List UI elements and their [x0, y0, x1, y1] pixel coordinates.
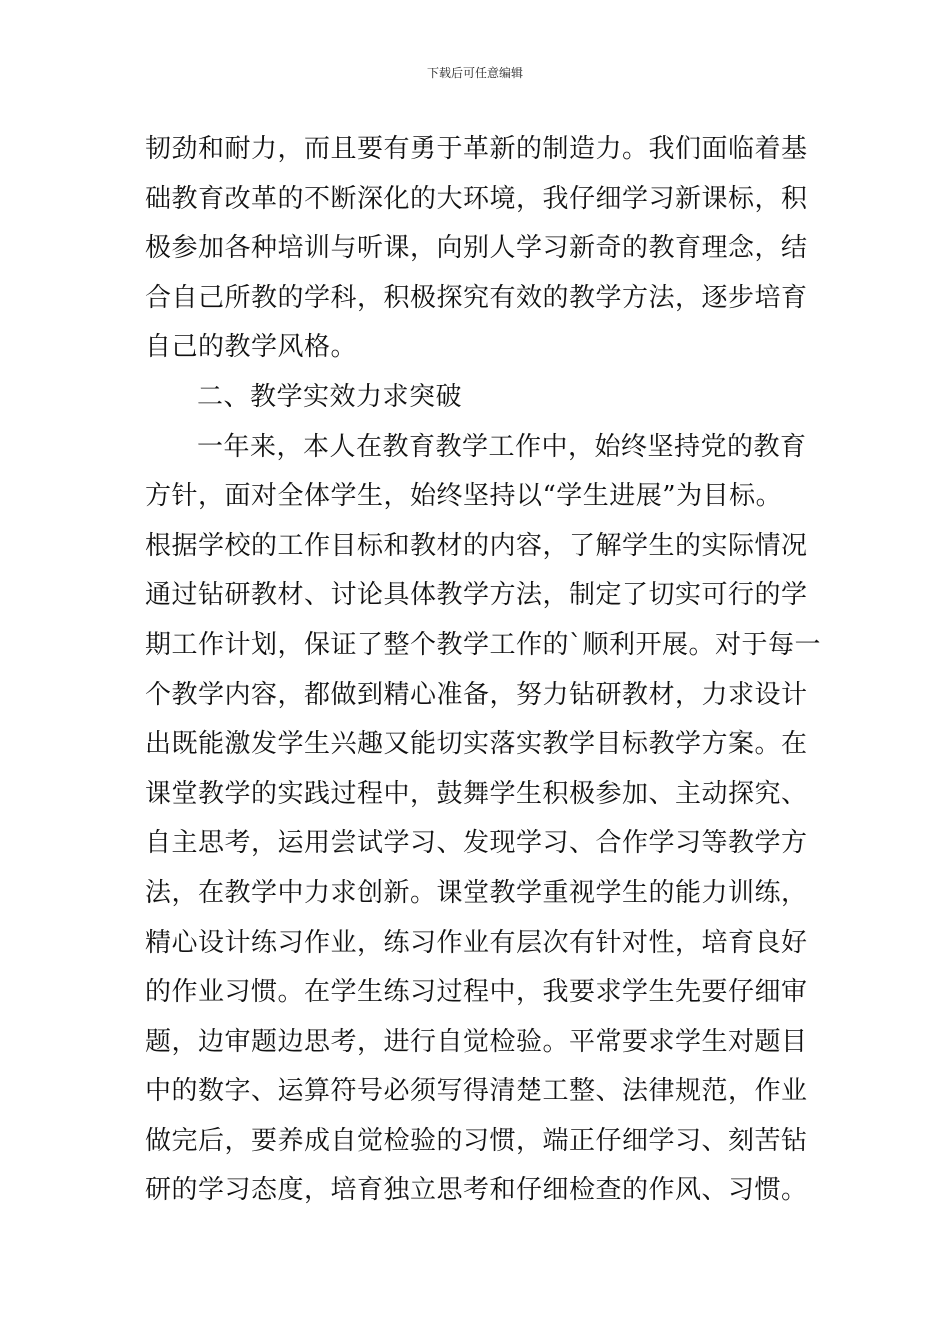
document-body	[145, 125, 822, 1216]
text-line: 课堂教学的实践过程中，鼓舞学生积极参加、主动探究、	[145, 778, 808, 809]
section-heading: 二、教学实效力求突破	[197, 381, 463, 412]
text-line: 的作业习惯。在学生练习过程中，我要求学生先要仔细审	[145, 977, 808, 1008]
text-line: 研的学习态度，培育独立思考和仔细检查的作风、习惯。	[145, 1175, 808, 1206]
text-line: 极参加各种培训与听课，向别人学习新奇的教育理念，结	[145, 233, 808, 264]
text-line: 做完后，要养成自觉检验的习惯，端正仔细学习、刻苦钻	[145, 1125, 808, 1156]
text-line: 精心设计练习作业，练习作业有层次有针对性，培育良好	[145, 927, 808, 958]
text-line: 题，边审题边思考，进行自觉检验。平常要求学生对题目	[145, 1026, 808, 1057]
text-line: 方针，面对全体学生，始终坚持以“学生进展”为目标。	[145, 481, 783, 512]
text-line: 通过钻研教材、讨论具体教学方法，制定了切实可行的学	[145, 580, 808, 611]
text-line: 合自己所教的学科，积极探究有效的教学方法，逐步培育	[145, 282, 808, 313]
text-line: 个教学内容，都做到精心准备，努力钻研教材，力求设计	[145, 679, 808, 710]
text-line: 自主思考，运用尝试学习、发现学习、合作学习等教学方	[145, 828, 808, 859]
text-line: 根据学校的工作目标和教材的内容，了解学生的实际情况	[145, 530, 808, 561]
text-line: 出既能激发学生兴趣又能切实落实教学目标教学方案。在	[145, 729, 808, 760]
paragraph-start-line: 一年来，本人在教育教学工作中，始终坚持党的教育	[197, 431, 807, 462]
text-line: 自己的教学风格。	[145, 332, 358, 363]
page-header: 下载后可任意编辑	[426, 66, 523, 80]
text-line: 础教育改革的不断深化的大环境，我仔细学习新课标，积	[145, 183, 808, 214]
text-line: 法，在教学中力求创新。课堂教学重视学生的能力训练，	[145, 877, 808, 908]
text-line: 韧劲和耐力，而且要有勇于革新的制造力。我们面临着基	[145, 134, 808, 164]
text-line: 中的数字、运算符号必须写得清楚工整、法律规范，作业	[145, 1076, 808, 1107]
text-line: 期工作计划，保证了整个教学工作的`顺利开展。对于每一	[145, 629, 822, 660]
